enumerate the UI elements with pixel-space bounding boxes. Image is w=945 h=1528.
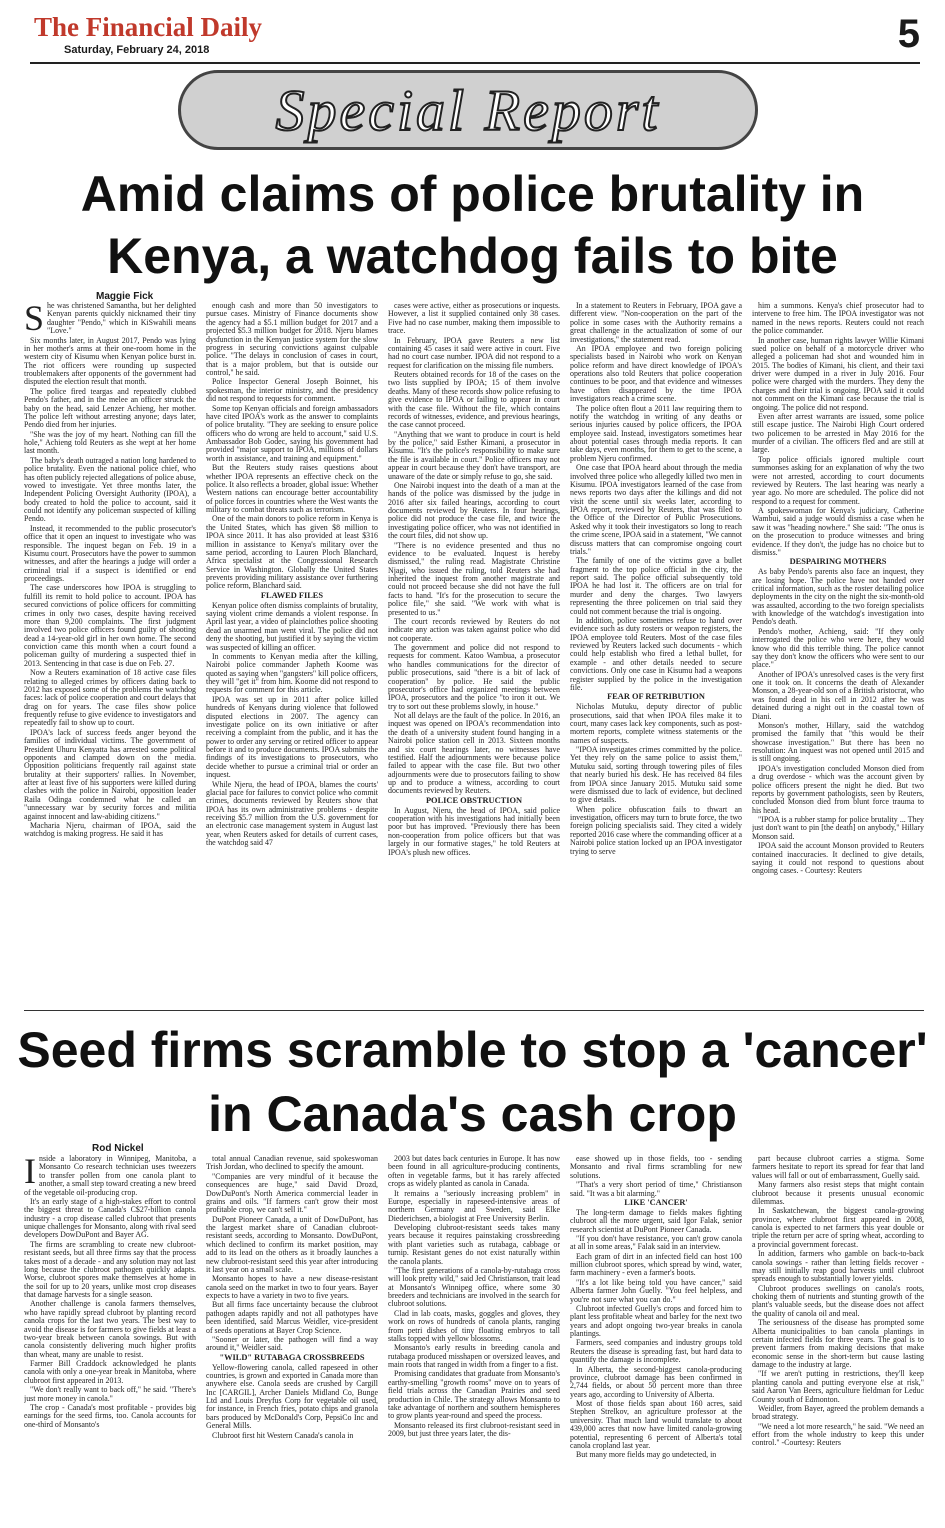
paragraph: In addition, police sometimes refuse to hand over evidence such as duty rosters or weapon registers, the IPOA employee told Reuters. Most of the case files reviewed by Reuters lacked such documents - which could help establish who fired a lethal bullet, for example - and other details needed to secure convictions. Only one case in Kisumu had a weapons register supplied by the police in the investigation file.	[570, 615, 742, 692]
paragraph: The government and police did not respond to requests for comment. Katoo Wambua, a prosecutor who handles communications for the director of public prosecutions, said "there is a bit of lack of cooperation" by police. He said the public prosecutor's office had organized meetings between IPOA, prosecutors and the police "to iron it out. We try to sort out these problems slowly, in house."	[388, 643, 560, 711]
subheading: POLICE OBSTRUCTION	[425, 795, 523, 805]
paragraph: DuPont Pioneer Canada, a unit of DowDuPont, has the largest market share of Canadian clubroot-resistant seeds, according to Monsanto. DowDuPont, which declined to confirm its market position, may add to its lead on the others as it broadly launches a new clubroot-resistant seed this year after introducing it last year on a small scale.	[206, 1214, 378, 1274]
paragraph: When police obfuscation fails to thwart an investigation, officers may turn to brute force, the two foreign policing specialists said. They cited a widely reported 2016 case where the commanding officer at a Nairobi police station locked up an IPOA investigator trying to serve	[570, 804, 742, 856]
paragraph: IPOA was set up in 2011 after police killed hundreds of Kenyans during violence that followed disputed elections in 2007. The agency can investigate police on its own initiative or after receiving a complaint from the public, and it has the power to order any serving or retired officer to appear before it and to produce documents. IPOA submits the findings of its investigations to prosecutors, who decide whether to pursue a criminal trial or order an inquest.	[206, 694, 378, 780]
paragraph: Many farmers also resist steps that might contain clubroot because it presents unusual economic dilemmas.	[752, 1180, 924, 1206]
paragraph: The case underscores how IPOA is struggling to fulfill its remit to hold police to account. IPOA has secured convictions of police officers for committing crimes in only two cases, despite having received more than 9,200 complaints. The first judgment involved two police officers found guilty of shooting dead a 14-year-old girl in her own home. The second conviction came this month when a court found a policeman guilty of murdering a suspected thief in 2013. Sentencing in that case is due on Feb. 27.	[24, 583, 196, 668]
paragraph: Most of those fields span about 160 acres, said Stephen Strelkov, an agriculture professor at the university. That much land would translate to about 439,000 acres that now have limited canola-growing potential, representing 6 percent of Alberta's total canola cropland last year.	[570, 1399, 742, 1450]
paragraph: "Companies are very mindful of it because the consequences are huge," said David Drozd, DowDuPont's North America commercial leader in grains and oils. "If farmers can't grow their most profitable crop, we can't sell it."	[206, 1171, 378, 1215]
paragraph: "We don't really want to back off," he said. "There's just more money in canola."	[24, 1385, 196, 1403]
article-divider	[24, 1010, 924, 1011]
paragraph: "If you don't have resistance, you can't grow canola at all in some areas," Falak said in an interview.	[570, 1233, 742, 1252]
paragraph: It remains a "seriously increasing problem" in Europe, especially in rapeseed-intensive areas of northern Germany and Sweden, said Elke Diederichsen, a biologist at Free University Berlin.	[388, 1188, 560, 1223]
article2-column	[752, 1155, 924, 1523]
paragraph: Clubroot infected Guelly's crops and forced him to plant less profitable wheat and barley for the next two years and adopt ongoing two-year breaks in canola plantings.	[570, 1303, 742, 1339]
paragraph: A spokeswoman for Kenya's judiciary, Catherine Wambui, said a judge would dismiss a case when he saw it was "heading nowhere." She said: "The onus is on the prosecution to produce witnesses and bring evidence. If they don't, the judge has no choice but to dismiss."	[752, 506, 924, 557]
paragraph: One of the main donors to police reform in Kenya is the United States, which has given $8 million to IPOA since 2011. It has also provided at least $316 million in assistance to Kenya's military over the same period, according to Lauren Ploch Blanchard, Africa specialist at the Congressional Research Service in Washington. Globally the United States prevents providing military assistance over furthering police reform, Blanchard said.	[206, 514, 378, 591]
paragraph	[24, 302, 196, 336]
paragraph: One case that IPOA heard about through the media involved three police who allegedly killed two men in Kisumu. IPOA investigators learned of the case from news reports two days after the killings and did not visit the scene until six weeks later, according to IPOA report, reviewed by Reuters, that was filed to the Office of the Director of Public Prosecutions. Asked why it took their investigators so long to reach the crime scene, IPOA said in a statement, "We cannot discuss matters that can compromise ongoing court trials."	[570, 463, 742, 556]
article2-body	[24, 1155, 924, 1523]
article1-column	[24, 302, 196, 1007]
paragraph: In Saskatchewan, the biggest canola-growing province, where clubroot first appeared in 2008, canola is expected to net farmers this year double or triple the return per acre of spring wheat, according to a provincial government forecast.	[752, 1206, 924, 1249]
article2-column	[388, 1155, 560, 1523]
paragraph: The police fired teargas and repeatedly clubbed Pendo's father, and in the melee an officer struck the baby on the head, said Lenzer Achieng, her mother. The police left without arresting anyone; days later, Pendo died from her injuries.	[24, 386, 196, 430]
paragraph: Clad in lab coats, masks, goggles and gloves, they work on rows of hundreds of canola plants, ranging from petri dishes of tiny floating embryos to tall stalks topped with yellow blossoms.	[388, 1308, 560, 1343]
paragraph: The family of one of the victims gave a bullet fragment to the top police official in the city, the report said. The police official subsequently told IPOA he had lost it. The officers are on trial for murder and deny the charges. Two lawyers representing the three policemen on trial said they could not comment because the trial is ongoing.	[570, 556, 742, 616]
article2-column	[24, 1155, 196, 1523]
paragraph: Yellow-flowering canola, called rapeseed in other countries, is grown and exported in Canada more than anywhere else. Canola seeds are crushed by Cargill Inc [CARGIL], Archer Daniels Midland Co, Bunge Ltd and Louis Dreyfus Corp for vegetable oil used, for instance, in French fries, potato chips and granola bars produced by McDonald's Corp, PepsiCo Inc and General Mills.	[206, 1362, 378, 1431]
paragraph: Kenyan police often dismiss complaints of brutality, saying violent crime demands a violent response. In April last year, a video of plainclothes police shooting dead an unarmed man went viral. The police did not deny the shooting, but justified it by saying the victim was suspected of killing an officer.	[206, 600, 378, 652]
paragraph: "That's a very short period of time," Christianson said. "It was a bit alarming."	[570, 1180, 742, 1198]
paragraph: Clubroot first hit Western Canada's canola in	[212, 1430, 354, 1440]
paragraph: It's an early stage of a high-stakes effort to control the biggest threat to Canada's C$27-billion canola industry - a crop disease called clubroot that presents unique challenges for Monsanto, along with rival seed developers DowDuPont and Bayer AG.	[24, 1196, 196, 1240]
paragraph: Clubroot produces swellings on canola's roots, choking them of nutrients and stunting growth of the plant's valuable seeds, but the disease does not affect the quality of canola oil and meal.	[752, 1283, 924, 1318]
paragraph: But all firms face uncertainty because the clubroot pathogen adapts rapidly and not all pathotypes have been identified, said Marcus Weidler, vice-president of seeds operations at Bayer Crop Science.	[206, 1300, 378, 1335]
paragraph-text: he was christened Samantha, but her delighted Kenyan parents quickly nicknamed their tiny daughter "Pendo," which in KiSwahili means "Love."	[47, 302, 196, 336]
paragraph: Monson's mother, Hillary, said the watchdog promised the family that "this would be their showcase investigation." But there has been no resolution: An inquest was not opened until 2015 and is still ongoing.	[752, 720, 924, 764]
newspaper-name: The Financial Daily	[34, 12, 263, 42]
paragraph: him a summons. Kenya's chief prosecutor had to intervene to free him. The IPOA investigator was not named in the news reports. Reuters could not reach the police commander.	[752, 302, 924, 336]
article2-column	[206, 1155, 378, 1523]
paragraph: One Nairobi inquest into the death of a man at the hands of the police was dismissed by the judge in 2016 after six failed hearings, according to court documents reviewed by Reuters. In four hearings, police did not produce the case file, and twice the investigating police officer, who was not identified in the court files, did not show up.	[388, 480, 560, 541]
paragraph: While Njeru, the head of IPOA, blames the courts' glacial pace for failures to convict police who commit crimes, documents reviewed by Reuters show that IPOA has its own administrative problems - despite receiving $5.7 million from the U.S. government for an electronic case management system in August last year, when Reuters asked for details of current cases, the watchdog said 47	[206, 779, 378, 848]
paragraph: part because clubroot carries a stigma. Some farmers hesitate to report its spread for fear that land values will fall or out of embarrassment, Guelly said.	[752, 1155, 924, 1180]
paragraph: "Sooner or later, the pathogen will find a way around it," Weidler said.	[206, 1334, 378, 1353]
paragraph: ease showed up in those fields, too - sending Monsanto and rival firms scrambling for new solutions.	[570, 1155, 742, 1180]
article2-byline: Rod Nickel	[92, 1143, 144, 1154]
article1-column	[206, 302, 378, 1007]
paragraph: IPOA's lack of success feeds anger beyond the families of individual victims. The government of President Uhuru Kenyatta has arrested some political opponents and clamped down on the media. Opposition politicians frequently rail against state brutality at their supporters' rallies. In November, after at least five of his supporters were killed during clashes with the police in Nairobi, opposition leader Raila Odinga condemned what he called an "unnecessary war by security forces and militia against innocent and law-abiding citizens."	[24, 727, 196, 821]
paragraph: enough cash and more than 50 investigators to pursue cases. Ministry of Finance documents show the agency had a $5.1 million budget for 2017 and a projected $5.3 million budget for 2018. Njeru blames dysfunction in the Kenyan justice system for the slow progress in securing convictions against culpable police. "The delays in conclusion of cases in court, that is a major problem, but that is outside our control," he said.	[206, 302, 378, 377]
article1-column	[570, 302, 742, 1007]
paragraph	[24, 1155, 196, 1197]
paragraph: "The first generations of a canola-by-rutabaga cross will look pretty wild," said Jed Christianson, trait lead at Monsanto's Winnipeg office, where some 30 breeders and technicians are involved in the search for clubroot solutions.	[388, 1265, 560, 1309]
paragraph: In August, Njeru, the head of IPOA, said police cooperation with his investigations had initially been poor but has improved. "Previously there has been non-cooperation from police officers but that was largely in our formative stages," he told Reuters at IPOA's plush new offices.	[388, 805, 560, 857]
article2-headline-line2: in Canada's cash crop	[208, 1086, 737, 1142]
paragraph: An IPOA employee and two foreign policing specialists based in Nairobi who work on Kenyan police reform and have direct knowledge of IPOA's operations also told Reuters that police cooperation continues to be poor, and that evidence and witnesses have often disappeared by the time IPOA investigators reach a crime scene.	[570, 343, 742, 404]
paragraph: In comments to Kenyan media after the killing, Nairobi police commander Japheth Koome was quoted as saying when "gangsters" kill police officers, they will "get it" from him. Koome did not respond to requests for comment for this article.	[206, 651, 378, 695]
paragraph: Promising candidates that graduate from Monsanto's earthy-smelling "growth rooms" move on to years of field trials across the Canadian Prairies and seed production in Chile. The strategy allows Monsanto to take advantage of northern and southern hemispheres to grow plants year-round and speed the process.	[388, 1369, 560, 1421]
subheading: DESPAIRING MOTHERS	[789, 557, 887, 567]
paragraph: total annual Canadian revenue, said spokeswoman Trish Jordan, who declined to specify the amount.	[206, 1155, 378, 1172]
paragraph: Another challenge is canola farmers themselves, who have rapidly spread clubroot by planting record canola crops for the last two years. The best way to avoid the disease is for farmers to give fields at least a two-year break between canola sowings. But with canola consistently delivering much higher profits than wheat, many are unable to resist.	[24, 1299, 196, 1359]
article2-headline-line1: Seed firms scramble to stop a 'cancer'	[17, 1022, 928, 1078]
paragraph: In Alberta, the second-biggest canola-producing province, clubroot damage has been confirmed in 2,744 fields, or about 50 percent more than three years ago, according to University of Alberta.	[570, 1364, 742, 1399]
paragraph: Another of IPOA's unresolved cases is the very first one it took on. It concerns the death of Alexander Monson, a 28-year-old son of a British aristocrat, who was found dead in his cell in 2012 after he was detained during a night out in the coastal town of Diani.	[752, 669, 924, 721]
section-banner	[178, 70, 758, 150]
issue-date: Saturday, February 24, 2018	[64, 44, 210, 56]
paragraph: But many more fields may go undetected, in	[576, 1450, 717, 1460]
subheading: FEAR OF RETRIBUTION	[607, 692, 705, 702]
paragraph: "We need a lot more research," he said. "We need an effort from the whole industry to keep this under control." -Courtesy: Reuters	[752, 1421, 924, 1448]
paragraph: 2003 but dates back centuries in Europe. It has now been found in all agriculture-producing continents, often in vegetable farms, but it has rarely affected crops as widely planted as canola in Canada.	[388, 1155, 560, 1189]
paragraph: The long-term damage to fields makes fighting clubroot all the more urgent, said Igor Falak, senior research scientist at DuPont Pioneer Canada.	[570, 1207, 742, 1234]
paragraph: Not all delays are the fault of the police. In 2016, an inquest was opened on IPOA's recommendation into the death of a university student found hanging in a Nairobi police station cell in 2013. Sixteen months and six court hearings later, no witnesses have testified. Half the adjournments were because police failed to appear with the case file. But two other adjournments were due to prosecutors failing to show up and to produce a witness, according to court documents reviewed by Reuters.	[388, 711, 560, 796]
paragraph: Macharia Njeru, chairman of IPOA, said the watchdog is making progress. He said it has	[24, 820, 196, 839]
paragraph: Even after arrest warrants are issued, some police still escape justice. The Nairobi High Court ordered two policemen to be arrested in May 2016 for the murder of a civilian. The officers fled and are still at large.	[752, 411, 924, 455]
article1-headline-line2: Kenya, a watchdog fails to bite	[107, 228, 838, 284]
article1-column	[752, 302, 924, 1007]
paragraph: cases were active, either as prosecutions or inquests. However, a list it supplied contained only 38 cases. Five had no case number, making them impossible to trace.	[388, 302, 560, 336]
paragraph: Reuters obtained records for 18 of the cases on the two lists supplied by IPOA; 15 of them involve deaths. Many of these records show police refusing to give evidence to IPOA or failing to appear in court with the case file. Without the file, which contains records of witnesses, evidence, and previous hearings, the case cannot proceed.	[388, 370, 560, 430]
paragraph: Six months later, in August 2017, Pendo was lying in her mother's arms at their one-room home in the western city of Kisumu when Kenyan police burst in. The riot officers were rounding up suspected troublemakers after opponents of the government had disputed the election result that month.	[24, 335, 196, 387]
paragraph: Developing clubroot-resistant seeds takes many years because it requires painstaking crossbreeding with plant varieties such as rutabaga, cabbage or turnip. Resistant genes do not exist naturally within the canola plants.	[388, 1223, 560, 1266]
paragraph: "IPOA investigates crimes committed by the police. Yet they rely on the same police to assist them," Mutuku said, sorting through towering piles of files that nearly buried his desk. He has received 84 files from IPOA since January 2015. Mutuku said some were dismissed due to lack of evidence, but declined to give details.	[570, 745, 742, 805]
paragraph: "Anything that we want to produce in court is held by the police," said Esther Kimani, a prosecutor in Kisumu. "It's the police's responsibility to make sure the file is available in court." Police officers may not appear in court because they don't have transport, are unaware of the date or simply refuse to go, she said.	[388, 429, 560, 481]
paragraph: Pendo's mother, Achieng, said: "If they only interrogated the police who were here, they would know who did this terrible thing. The police cannot say they don't know the officers who were sent to our place."	[752, 626, 924, 670]
paragraph: In addition, farmers who gamble on back-to-back canola sowings - rather than letting fields recover - may still initially reap good harvests until clubroot spreads enough to substantially lower yields.	[752, 1249, 924, 1284]
paragraph: Farmer Bill Craddock acknowledged he plants canola with only a one-year break in Manitoba, where clubroot first appeared in 2013.	[24, 1359, 196, 1385]
paragraph: Each gram of dirt in an infected field can host 100 million clubroot spores, which spread by wind, water, farm machinery - even a farmer's boots.	[570, 1251, 742, 1278]
article1-column	[388, 302, 560, 1007]
paragraph: "She was the joy of my heart. Nothing can fill the hole," Achieng told Reuters as she wept at her home last month.	[24, 429, 196, 456]
paragraph: But the Reuters study raises questions about whether IPOA represents an effective check on the police. It also reflects a broader, global issue: Whether Western nations can encourage better accountability of police forces in countries where the West wants the military to combat threats such as terrorism.	[206, 463, 378, 514]
paragraph: In another case, human rights lawyer Willie Kimani sued police on behalf of a motorcycle driver who alleged a policeman had shot and wounded him in 2015. The bodies of Kimani, his client, and their taxi driver were dumped in a river in July 2016. Four police were charged with the murders. They deny the charges and their trial is ongoing. IPOA said it could not comment on the Kimani case because the trial is ongoing. The police did not respond.	[752, 335, 924, 412]
paragraph: The firms are scrambling to create new clubroot-resistant seeds, but all three firms say that the process takes most of a decade - and any solution may not last long because the clubroot pathogen quickly adapts. Worse, clubroot spores make themselves at home in the soil for up to 20 years, unlike most crop diseases that damage harvests for a single season.	[24, 1239, 196, 1299]
paragraph: "It's a lot like being told you have cancer," said Alberta farmer John Guelly. "You feel helpless, and you're not sure what you can do."	[570, 1277, 742, 1304]
paragraph: In February, IPOA gave Reuters a new list containing 45 cases it said were active in court. Five had no court case number. IPOA did not respond to a request for clarification on the missing file numbers.	[388, 335, 560, 370]
paragraph: "IPOA is a rubber stamp for police brutality ... They just don't want to pin [the death] on anybody," Hillary Monson said.	[752, 815, 924, 841]
paragraph: Monsanto's early results in breeding canola and rutabaga produced misshapen or oversized leaves, and main roots that ranged in width from a finger to a fist.	[388, 1343, 560, 1369]
paragraph: Nicholas Mutuku, deputy director of public prosecutions, said that when IPOA files make it to court, many cases lack key components, such as post-mortem reports, complete witness statements or the names of suspects.	[570, 702, 742, 745]
paragraph: The seriousness of the disease has prompted some Alberta municipalities to ban canola plantings in certain infected fields for three years. The goal is to prevent farmers from making decisions that make economic sense in the short-term but cause lasting damage to the industry at large.	[752, 1318, 924, 1369]
paragraph: Weidler, from Bayer, agreed the problem demands a broad strategy.	[752, 1403, 924, 1422]
paragraph: Police Inspector General Joseph Boinnet, his spokesman, the interior ministry, and the presidency did not respond to requests for comment.	[206, 377, 378, 404]
article1-body	[24, 302, 924, 1007]
paragraph: Farmers, seed companies and industry groups told Reuters the disease is spreading fast, but hard data to quantify the damage is incomplete.	[570, 1338, 742, 1365]
paragraph: The baby's death outraged a nation long hardened to police brutality. Even the national police chief, who has often publicly rejected allegations of police abuse, vowed to investigate. Yet three months later, the Independent Policing Oversight Authority (IPOA), a body created to hold the police to account, said it could not identify any policeman suspected of killing Pendo.	[24, 455, 196, 524]
paragraph: Now a Reuters examination of 18 active case files relating to alleged crimes by officers dating back to 2012 has exposed some of the problems the watchdog faces: lack of police cooperation and court delays that drag on for years. The case files show police frequently refuse to give evidence to investigators and repeatedly fail to show up to court.	[24, 668, 196, 728]
paragraph: Monsanto hopes to have a new disease-resistant canola seed on the market in two to four years. Bayer expects to have a variety in two to five years.	[206, 1274, 378, 1300]
subheading: "WILD" RUTABAGA CROSSBREEDS	[219, 1352, 365, 1362]
article1-byline: Maggie Fick	[96, 291, 154, 302]
article1-headline-line1: Amid claims of police brutality in	[80, 166, 865, 222]
paragraph: The crop - Canada's most profitable - provides big earnings for the seed firms, too. Canola accounts for one-third of Monsanto's	[24, 1402, 196, 1429]
paragraph: "There is no evidence presented and thus no evidence to be evaluated. Inquest is hereby dismissed," the ruling read. Magistrate Christine Njagi, who issued the ruling, told Reuters she had inherited the inquest from another magistrate and could not proceed because she did not have the full facts to hand. "It's for the prosecution to secure the police file," she said. "We work with what is presented to us."	[388, 540, 560, 617]
paragraph: As baby Pendo's parents also face an inquest, they are losing hope. The police have not handed over critical information, such as the roster detailing police deployments in the city on the night the six-month-old was assaulted, according to the two foreign specialists with knowledge of the watchdog's investigation into Pendo's death.	[752, 567, 924, 627]
article2-column	[570, 1155, 742, 1523]
drop-cap: S	[24, 302, 45, 338]
paragraph: IPOA's investigation concluded Monson died from a drug overdose - which was the account given by police officers present the night he died. But two reports by government pathologists, seen by Reuters, concluded Monson died from blunt force trauma to his head.	[752, 763, 924, 815]
paragraph: The court records reviewed by Reuters do not indicate any action was taken against police who did not cooperate.	[388, 616, 560, 643]
subheading: FLAWED FILES	[260, 590, 324, 600]
section-title: Special Report	[275, 77, 661, 143]
paragraph: Some top Kenyan officials and foreign ambassadors have cited IPOA's work as the answer to complaints of police brutality. "They are seeking to ensure police officers who do wrong are held to account," said U.S. Ambassador Bob Godec, saying his government had provided "major support to IPOA, millions of dollars worth in assistance, and training and equipment."	[206, 403, 378, 463]
page-number: 5	[897, 12, 920, 56]
paragraph: Monsanto released its first clubroot-resistant seed in 2009, but just three years later, the dis-	[388, 1420, 560, 1438]
subheading: LIKE 'CANCER'	[624, 1197, 688, 1207]
paragraph-text: nside a laboratory in Winnipeg, Manitoba, a Monsanto Co research technician uses tweezers to transfer pollen from one canola plant to another, a small step toward creating a new breed of the vegetable oil-producing crop.	[24, 1155, 196, 1197]
paragraph: "If we aren't putting in restrictions, they'll keep planting canola and putting everyone else at risk," said Aaron Van Beers, agriculture fieldman for Leduc County south of Edmonton.	[752, 1369, 924, 1404]
paragraph: The police often flout a 2011 law requiring them to notify the watchdog in writing of any deaths or serious injuries caused by police officers, the IPOA employee said. Instead, investigators sometimes hear about potential cases through media reports. It can take days, even months, for them to get to the scene, a problem Njeru confirmed.	[570, 403, 742, 463]
masthead	[30, 8, 920, 64]
paragraph: IPOA said the account Monson provided to Reuters contained inaccuracies. It declined to give details, saying it could not respond to questions about ongoing cases. - Courtesy: Reuters	[752, 841, 924, 876]
paragraph: In a statement to Reuters in February, IPOA gave a different view. "Non-cooperation on the part of the police in some cases with the Authority remains a great challenge in the actualization of some of our investigations," the statement read.	[570, 302, 742, 344]
paragraph: Top police officials ignored multiple court summonses asking for an explanation of why the two were not arrested, according to court documents reviewed by Reuters. The last hearing was nearly a year ago. No more are scheduled. The police did not respond to a request for comment.	[752, 454, 924, 506]
drop-cap: I	[24, 1155, 36, 1191]
paragraph: Instead, it recommended to the public prosecutor's office that it open an inquest to investigate who was responsible. The inquest began on Feb. 19 in a Kisumu court. Prosecutors have the power to summon witnesses, and after the hearings a judge will order a criminal trial if a suspect is identified or end proceedings.	[24, 523, 196, 583]
